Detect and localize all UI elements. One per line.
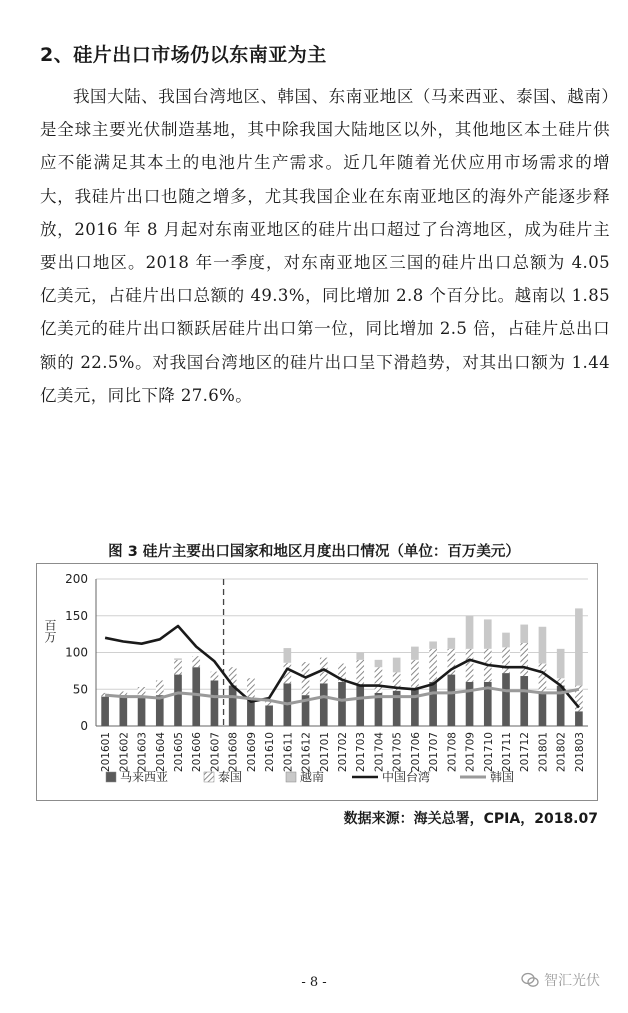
bar-thailand [520, 643, 528, 676]
bar-vietnam [520, 625, 528, 643]
bar-malaysia [502, 673, 510, 726]
bar-malaysia [156, 695, 164, 726]
y-tick-label: 150 [65, 608, 88, 623]
bar-vietnam [174, 658, 182, 659]
x-tick-label: 201704 [373, 732, 386, 773]
bar-malaysia [174, 675, 182, 726]
bar-thailand [502, 647, 510, 673]
bar-malaysia [520, 676, 528, 726]
data-source: 数据来源：海关总署，CPIA，2018.07 [343, 811, 598, 827]
bar-vietnam [502, 633, 510, 648]
bar-thailand [375, 667, 383, 693]
bar-malaysia [429, 682, 437, 726]
bar-thailand [429, 649, 437, 682]
x-tick-label: 201803 [573, 732, 586, 773]
bar-thailand [211, 672, 219, 681]
x-tick-label: 201802 [555, 732, 568, 773]
bar-malaysia [466, 682, 474, 726]
bar-thailand [539, 664, 547, 693]
x-tick-label: 201712 [519, 732, 532, 773]
bar-vietnam [356, 653, 364, 660]
x-tick-label: 201610 [264, 732, 277, 773]
bar-malaysia [101, 697, 109, 726]
bar-vietnam [375, 660, 383, 667]
y-tick-label: 200 [65, 572, 88, 586]
bar-thailand [174, 660, 182, 675]
legend-label: 泰国 [218, 770, 243, 784]
bar-malaysia [356, 686, 364, 726]
x-tick-label: 201608 [227, 732, 240, 773]
legend-swatch [204, 772, 214, 782]
y-tick-label: 50 [72, 682, 88, 697]
x-tick-label: 201702 [337, 732, 349, 773]
bar-vietnam [557, 649, 565, 678]
bar-malaysia [539, 693, 547, 726]
x-tick-label: 201705 [391, 732, 404, 773]
export-chart [36, 563, 598, 801]
x-tick-label: 201612 [300, 732, 313, 773]
y-axis-label: 百万 [43, 619, 57, 643]
bar-thailand [411, 660, 419, 688]
body-paragraph: 我国大陆、我国台湾地区、韩国、东南亚地区（马来西亚、泰国、越南）是全球主要光伏制造基地，其中除我国大陆地区以外，其他地区本土硅片供应不能满足其本土的电池片生产需求。近几年随着光伏应用市场需求的增大，我硅片出口也随之增多，尤其我国企业在东南亚地区的海外产能逐步释放，2016 年 8 月起对东南亚地区的硅片出口超过了台湾地区，成为硅片主要出口地区。2018 年一季度，对东南亚地区三国的硅片出口总额为 4.05 亿美元，占硅片出口总额的 49.3%，同比增加 2.8 个百分比。越南以 1.85 亿美元的硅片出口额跃居硅片出口第一位，同比增加 2.5 倍，占硅片总出口额的 22.5%。对我国台湾地区的硅片出口呈下滑趋势，对其出口额为 1.44 亿美元，同比下降 27.6%。 [40, 87, 610, 405]
bar-thailand [156, 680, 164, 695]
x-tick-label: 201703 [355, 732, 368, 773]
bar-vietnam [466, 616, 474, 649]
bar-thailand [356, 660, 364, 686]
x-tick-label: 201604 [154, 732, 167, 773]
bar-malaysia [575, 711, 583, 726]
bar-vietnam [484, 619, 492, 648]
x-tick-label: 201607 [209, 732, 222, 773]
legend-swatch [286, 772, 296, 782]
x-tick-label: 201710 [482, 732, 495, 773]
watermark-text: 智汇光伏 [544, 973, 600, 989]
bar-thailand [466, 649, 474, 682]
bar-malaysia [265, 705, 273, 726]
watermark [521, 970, 600, 990]
x-tick-label: 201601 [100, 732, 113, 773]
x-tick-label: 201708 [446, 732, 459, 773]
bar-malaysia [247, 700, 255, 726]
bar-malaysia [448, 675, 456, 726]
bar-thailand [192, 656, 200, 667]
x-tick-label: 201606 [191, 732, 204, 773]
y-tick-label: 0 [80, 719, 88, 733]
legend-label: 韩国 [490, 770, 515, 784]
page-number: - 8 - [301, 975, 327, 990]
bar-vietnam [575, 608, 583, 685]
bar-vietnam [448, 638, 456, 649]
x-tick-label: 201603 [136, 732, 149, 773]
legend-label: 中国台湾 [382, 770, 431, 784]
legend-swatch [106, 772, 116, 782]
bar-malaysia [192, 667, 200, 726]
legend-label: 马来西亚 [120, 770, 169, 784]
x-tick-label: 201611 [282, 732, 295, 773]
x-tick-label: 201605 [173, 732, 185, 773]
x-tick-label: 201602 [118, 732, 131, 773]
bar-malaysia [138, 698, 146, 726]
x-tick-label: 201707 [428, 732, 441, 773]
bar-thailand [120, 691, 128, 695]
bar-vietnam [284, 648, 292, 663]
bar-vietnam [539, 627, 547, 664]
x-tick-label: 201709 [464, 732, 477, 773]
bar-malaysia [229, 686, 237, 726]
bar-vietnam [393, 658, 401, 673]
bar-malaysia [120, 695, 128, 726]
y-tick-label: 100 [65, 645, 88, 660]
bar-malaysia [320, 683, 328, 726]
bar-malaysia [338, 682, 346, 726]
x-tick-label: 201609 [245, 732, 258, 773]
bar-malaysia [411, 688, 419, 726]
bar-vietnam [411, 647, 419, 660]
bar-vietnam [429, 641, 437, 648]
bar-malaysia [211, 680, 219, 726]
figure-title: 图 3 硅片主要出口国家和地区月度出口情况（单位：百万美元） [108, 544, 520, 560]
wechat-icon [521, 971, 539, 989]
x-tick-label: 201801 [537, 732, 550, 773]
section-heading: 2、硅片出口市场仍以东南亚为主 [40, 44, 327, 66]
x-tick-label: 201706 [409, 732, 422, 773]
x-tick-label: 201701 [318, 732, 331, 773]
x-tick-label: 201711 [501, 732, 513, 773]
legend-label: 越南 [300, 770, 325, 784]
